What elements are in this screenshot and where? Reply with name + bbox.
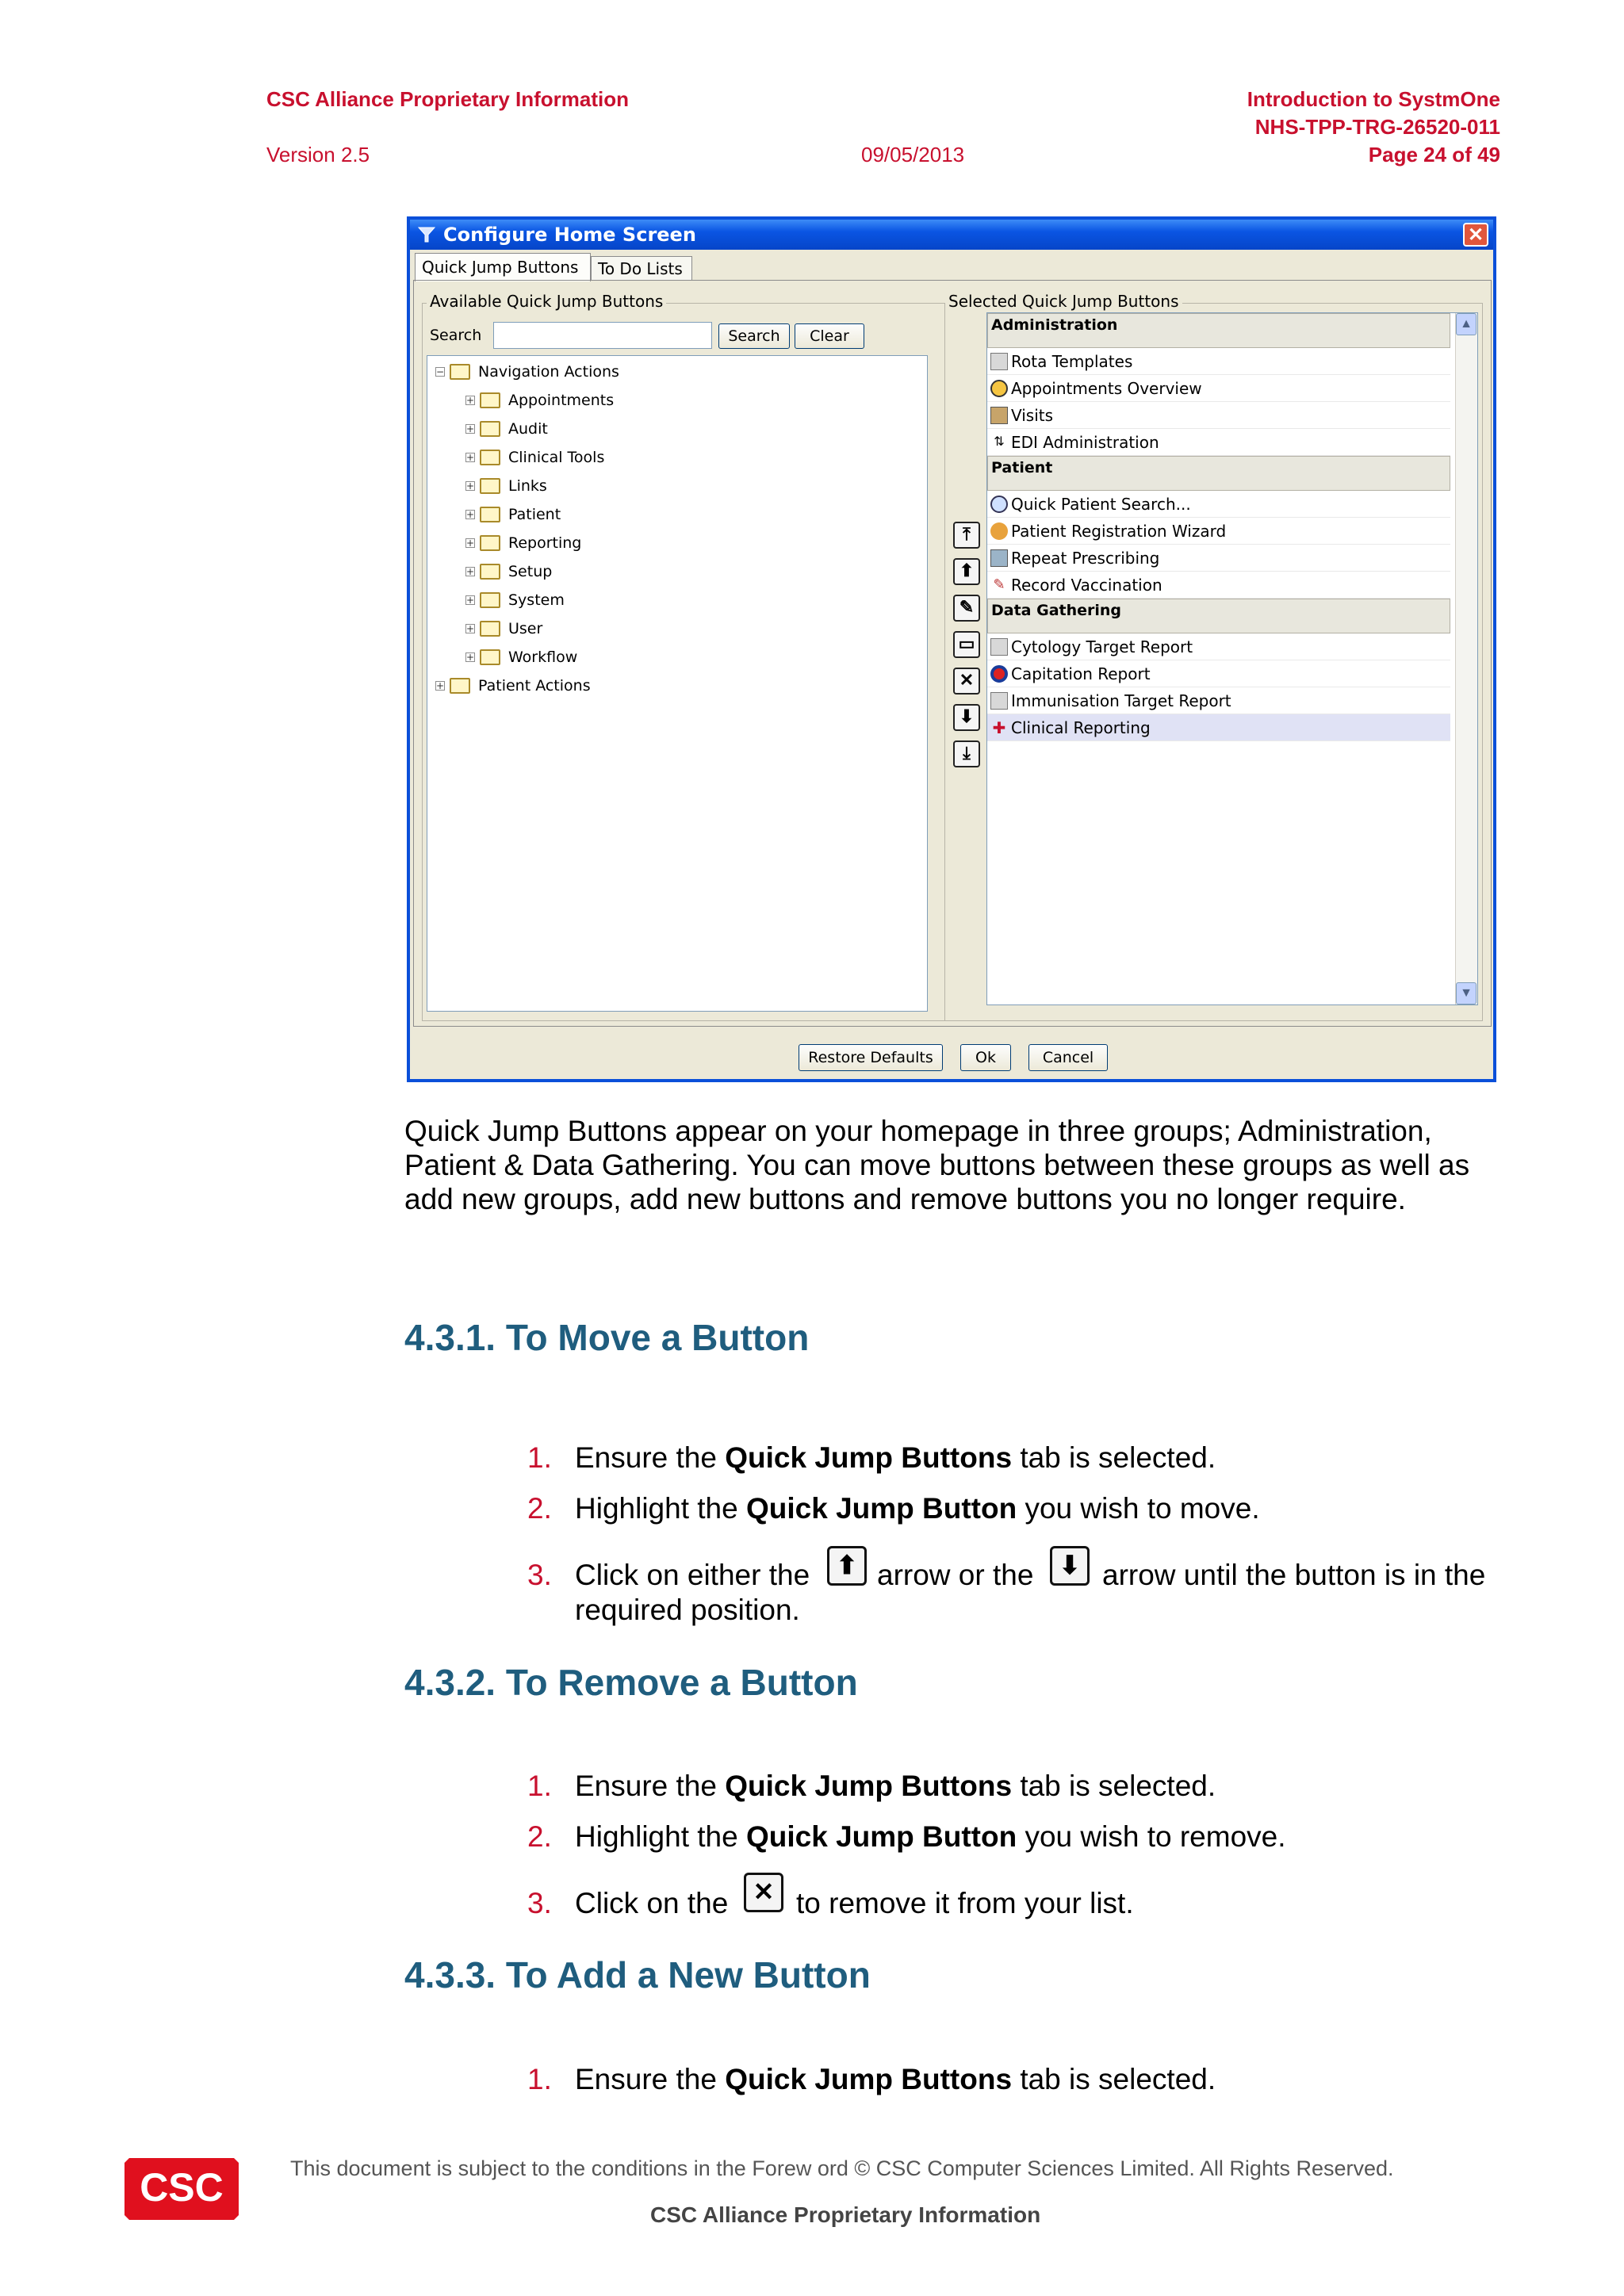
remove-step-3-end [796,1887,1134,1920]
step-bold: Quick Jump Button [745,1820,1017,1853]
remove-step-3 [527,1887,552,1920]
expand-icon[interactable]: + [466,480,475,492]
search-button[interactable]: Search [718,323,790,349]
clock-icon [990,380,1008,397]
folder-icon [450,678,470,694]
selected-list [986,312,1478,1005]
list-item-patient-registration-wizard[interactable] [987,518,1450,545]
folder-icon [480,507,500,522]
tree-label: Appointments [508,392,615,409]
group-header-patient[interactable]: Patient [987,456,1450,491]
heading-move-button: 4.3.1. To Move a Button [404,1317,810,1358]
tree-item-navigation-actions[interactable] [435,358,619,386]
footer-notice: This document is subject to the conditions in the Forew ord © CSC Computer Sciences Limited. All Rights Reserved. [290,2156,1394,2180]
tree-label: Clinical Tools [508,449,605,466]
report-icon [990,692,1008,710]
list-item-label: Clinical Reporting [1011,718,1151,737]
selected-legend: Selected Quick Jump Buttons [945,292,1182,311]
move-down-button[interactable]: ⬇ [953,704,980,731]
tree-item-system[interactable] [465,586,565,614]
expand-icon[interactable]: + [466,395,475,406]
dialog-titlebar [410,220,1493,250]
step-number: 2. [527,1492,552,1525]
move-step-3-end [1102,1559,1485,1592]
add-step-1 [527,2063,1216,2096]
step-text: required position. [575,1594,800,1626]
syringe-icon: ✎ [993,576,1005,593]
list-item-label: EDI Administration [1011,432,1159,452]
tree-label: Patient [508,506,561,523]
step-text: tab is selected. [1012,1770,1216,1802]
step-text: to remove it from your list. [796,1887,1134,1919]
step-text: arrow or the [877,1559,1034,1591]
list-item-edi-administration[interactable] [987,429,1450,456]
tree-label: Patient Actions [478,677,591,695]
tree-label: System [508,591,565,609]
tree-item-user[interactable] [465,614,542,643]
step-text: Click on the [575,1887,729,1919]
folder-icon [480,450,500,465]
tree-item-appointments[interactable] [465,386,614,415]
expand-icon[interactable]: + [466,566,475,577]
remove-step-2 [527,1820,1286,1854]
step-text: Ensure the [575,1441,726,1474]
ok-button[interactable]: Ok [960,1044,1011,1071]
step-number: 1. [527,1441,552,1474]
list-item-quick-patient-search[interactable] [987,491,1450,518]
folder-icon [480,621,500,637]
list-item-label: Quick Patient Search... [1011,494,1191,514]
footer-proprietary: CSC Alliance Proprietary Information [650,2202,1041,2227]
folder-icon [480,564,500,580]
logo-text: CSC [140,2165,224,2210]
expand-icon[interactable]: + [466,595,475,606]
list-item-clinical-reporting[interactable] [987,714,1450,741]
tree-label: Workflow [508,649,578,666]
list-item-label: Rota Templates [1011,351,1133,371]
list-item-repeat-prescribing[interactable] [987,545,1450,572]
group-header-data-gathering[interactable]: Data Gathering [987,599,1450,633]
list-item-label: Immunisation Target Report [1011,691,1231,710]
remove-step-1 [527,1770,1216,1803]
expand-icon[interactable]: + [466,452,475,463]
step-bold: Quick Jump Buttons [725,2063,1013,2095]
move-up-arrow-icon: ⬆ [827,1546,867,1586]
step-number: 3. [527,1559,552,1591]
step-bold: Quick Jump Buttons [725,1770,1013,1802]
move-to-top-button[interactable]: ⤒ [953,522,980,549]
list-item-record-vaccination[interactable] [987,572,1450,599]
step-bold: Quick Jump Buttons [725,1441,1013,1474]
date-label: 09/05/2013 [861,143,965,166]
tree-item-workflow[interactable] [465,643,577,672]
scroll-up-icon[interactable]: ▲ [1456,313,1477,335]
step-text: Highlight the [575,1820,746,1853]
tree-item-setup[interactable] [465,557,552,586]
available-legend: Available Quick Jump Buttons [427,292,666,311]
tree-item-patient-actions[interactable] [435,672,591,700]
list-item-appointments-overview[interactable] [987,375,1450,402]
expand-icon[interactable]: + [466,538,475,549]
doc-id: NHS-TPP-TRG-26520-011 [1254,115,1500,139]
expand-icon[interactable]: + [466,423,475,434]
list-item-label: Patient Registration Wizard [1011,521,1227,541]
intro-paragraph: Quick Jump Buttons appear on your homepage in three groups; Administration, Patient & Data Gathering. You can move buttons between these groups as well as add new groups, add new buttons and remove buttons you no longer require. [404,1115,1470,1215]
configure-home-screen-dialog [407,216,1496,1082]
csc-logo [121,2155,242,2223]
close-icon[interactable]: ✕ [1463,223,1488,247]
step-text: tab is selected. [1012,1441,1216,1474]
move-step-3-mid [877,1559,1033,1592]
move-up-button[interactable]: ⬆ [953,558,980,585]
clear-button[interactable]: Clear [795,323,864,349]
list-item-label: Visits [1011,405,1054,425]
tree-label: Setup [508,563,553,580]
step-text: tab is selected. [1012,2063,1216,2095]
move-step-1 [527,1441,1216,1475]
group-header-administration[interactable]: Administration [987,313,1450,348]
tree-label: Reporting [508,534,582,552]
tab-to-do-lists[interactable]: To Do Lists [591,256,692,280]
calendar-icon [990,353,1008,370]
move-to-bottom-button[interactable]: ⤓ [953,740,980,767]
folder-icon [480,592,500,608]
list-item-label: Repeat Prescribing [1011,548,1160,568]
magnifier-icon [990,496,1008,513]
step-text: Highlight the [575,1492,746,1525]
search-label: Search [430,327,482,344]
heading-add-button: 4.3.3. To Add a New Button [404,1954,871,1996]
move-step-3-text [575,1559,810,1592]
step-text: Ensure the [575,2063,726,2095]
move-step-3 [527,1559,552,1592]
remove-step-3-text [575,1887,728,1920]
step-bold: Quick Jump Button [745,1492,1017,1525]
transfer-icon: ⇅ [994,433,1005,449]
cancel-button[interactable]: Cancel [1028,1044,1108,1071]
list-item-label: Cytology Target Report [1011,637,1193,656]
tree-item-clinical-tools[interactable] [465,443,604,472]
edit-button[interactable]: ✎ [953,595,980,622]
expand-icon[interactable]: + [436,680,445,691]
folder-open-icon [450,364,470,380]
systmone-icon [416,224,437,245]
move-step-3-cont [575,1594,800,1627]
vertical-scrollbar[interactable] [1455,313,1477,1004]
report-icon [990,638,1008,656]
tree-item-reporting[interactable] [465,529,581,557]
new-group-button[interactable]: ▭ [953,631,980,658]
version-label: Version 2.5 [266,143,370,166]
tree-label: Audit [508,420,548,438]
expand-icon[interactable]: + [466,509,475,520]
expand-icon[interactable]: + [466,623,475,634]
clinical-reporting-icon: ✚ [992,718,1006,737]
tree-label: User [508,620,543,637]
header-left-title: CSC Alliance Proprietary Information [266,87,630,111]
list-item-capitation-report[interactable] [987,660,1450,687]
page-number: Page 24 of 49 [1368,143,1500,166]
step-number: 1. [527,1770,552,1802]
prescription-icon [990,549,1008,567]
step-number: 2. [527,1820,552,1853]
tree-item-audit[interactable] [465,415,548,443]
list-item-immunisation-target-report[interactable] [987,687,1450,714]
wizard-icon [990,522,1008,540]
tab-panel [413,280,1492,1027]
list-item-label: Capitation Report [1011,664,1151,683]
list-item-label: Record Vaccination [1011,575,1162,595]
tree-label: Navigation Actions [478,363,619,381]
target-icon [990,665,1008,683]
remove-button[interactable]: ✕ [953,668,980,695]
move-step-2 [527,1492,1260,1525]
scroll-down-icon[interactable]: ▼ [1456,982,1477,1004]
list-item-rota-templates[interactable] [987,348,1450,375]
tree-item-links[interactable] [465,472,547,500]
step-text: Click on either the [575,1559,810,1591]
step-text: Ensure the [575,1770,726,1802]
folder-icon [480,392,500,408]
dialog-title: Configure Home Screen [443,224,696,246]
step-text: arrow until the button is in the [1102,1559,1486,1591]
step-number: 1. [527,2063,552,2095]
list-item-cytology-target-report[interactable] [987,633,1450,660]
collapse-icon[interactable]: − [436,366,445,377]
remove-x-icon: ✕ [744,1873,783,1912]
search-input[interactable] [493,322,712,349]
step-text: you wish to remove. [1017,1820,1286,1853]
tab-quick-jump-buttons[interactable]: Quick Jump Buttons [415,253,591,281]
folder-icon [480,649,500,665]
list-item-visits[interactable] [987,402,1450,429]
step-number: 3. [527,1887,552,1919]
restore-defaults-button[interactable]: Restore Defaults [799,1044,943,1071]
available-tree [427,355,928,1012]
list-item-label: Appointments Overview [1011,378,1202,398]
header-right-title: Introduction to SystmOne [1247,87,1500,111]
tree-label: Links [508,477,547,495]
house-icon [990,407,1008,424]
heading-remove-button: 4.3.2. To Remove a Button [404,1662,858,1703]
folder-icon [480,535,500,551]
folder-icon [480,478,500,494]
folder-icon [480,421,500,437]
move-down-arrow-icon: ⬇ [1050,1546,1090,1586]
tree-item-patient[interactable] [465,500,561,529]
step-text: you wish to move. [1017,1492,1260,1525]
expand-icon[interactable]: + [466,652,475,663]
